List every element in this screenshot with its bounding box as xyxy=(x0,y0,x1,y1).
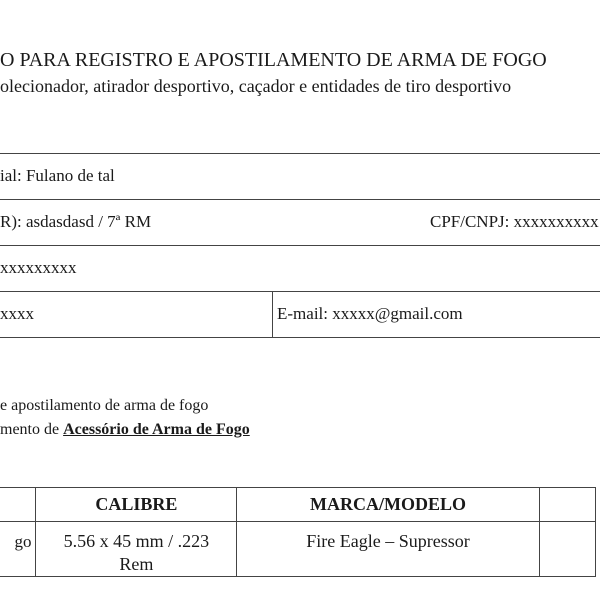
request-prefix: mento de xyxy=(0,421,64,438)
header-calibre: CALIBRE xyxy=(36,488,237,522)
cell-calibre xyxy=(36,522,237,577)
email-field: E-mail: xxxxx@gmail.com xyxy=(277,304,463,323)
name-field: ial: Fulano de tal xyxy=(0,166,115,185)
header-type xyxy=(0,488,36,522)
request-line-2 xyxy=(0,420,250,440)
calibre-line-1: 5.56 x 45 mm / .223 xyxy=(63,531,210,551)
document-subtitle: olecionador, atirador desportivo, caçador e entidades de tiro desportivo xyxy=(0,76,512,96)
info-row-address xyxy=(0,245,600,291)
firearm-table xyxy=(0,487,596,577)
info-row-cr xyxy=(0,199,600,245)
column-divider xyxy=(272,292,273,337)
header-extra xyxy=(539,488,595,522)
cell-extra xyxy=(539,522,595,577)
document-title: O PARA REGISTRO E APOSTILAMENTO DE ARMA DE FOGO xyxy=(0,49,547,71)
info-row-name xyxy=(0,153,600,199)
cell-marca-modelo: Fire Eagle – Supressor xyxy=(237,522,539,577)
calibre-line-2: Rem xyxy=(119,554,154,574)
request-item-type: Acessório de Arma de Fogo xyxy=(63,421,250,438)
table-header-row xyxy=(0,488,596,522)
request-line-1: e apostilamento de arma de fogo xyxy=(0,397,209,414)
table-row xyxy=(0,522,596,577)
info-row-contact xyxy=(0,291,600,338)
phone-field: xxxx xyxy=(0,304,34,323)
cell-type: go xyxy=(0,522,36,577)
header-marca-modelo: MARCA/MODELO xyxy=(237,488,539,522)
cr-field: R): asdasdasd / 7ª RM xyxy=(0,212,152,231)
applicant-info-table xyxy=(0,153,600,338)
address-field: xxxxxxxxx xyxy=(0,258,77,277)
cpf-field: CPF/CNPJ: xxxxxxxxxx xyxy=(430,212,599,231)
